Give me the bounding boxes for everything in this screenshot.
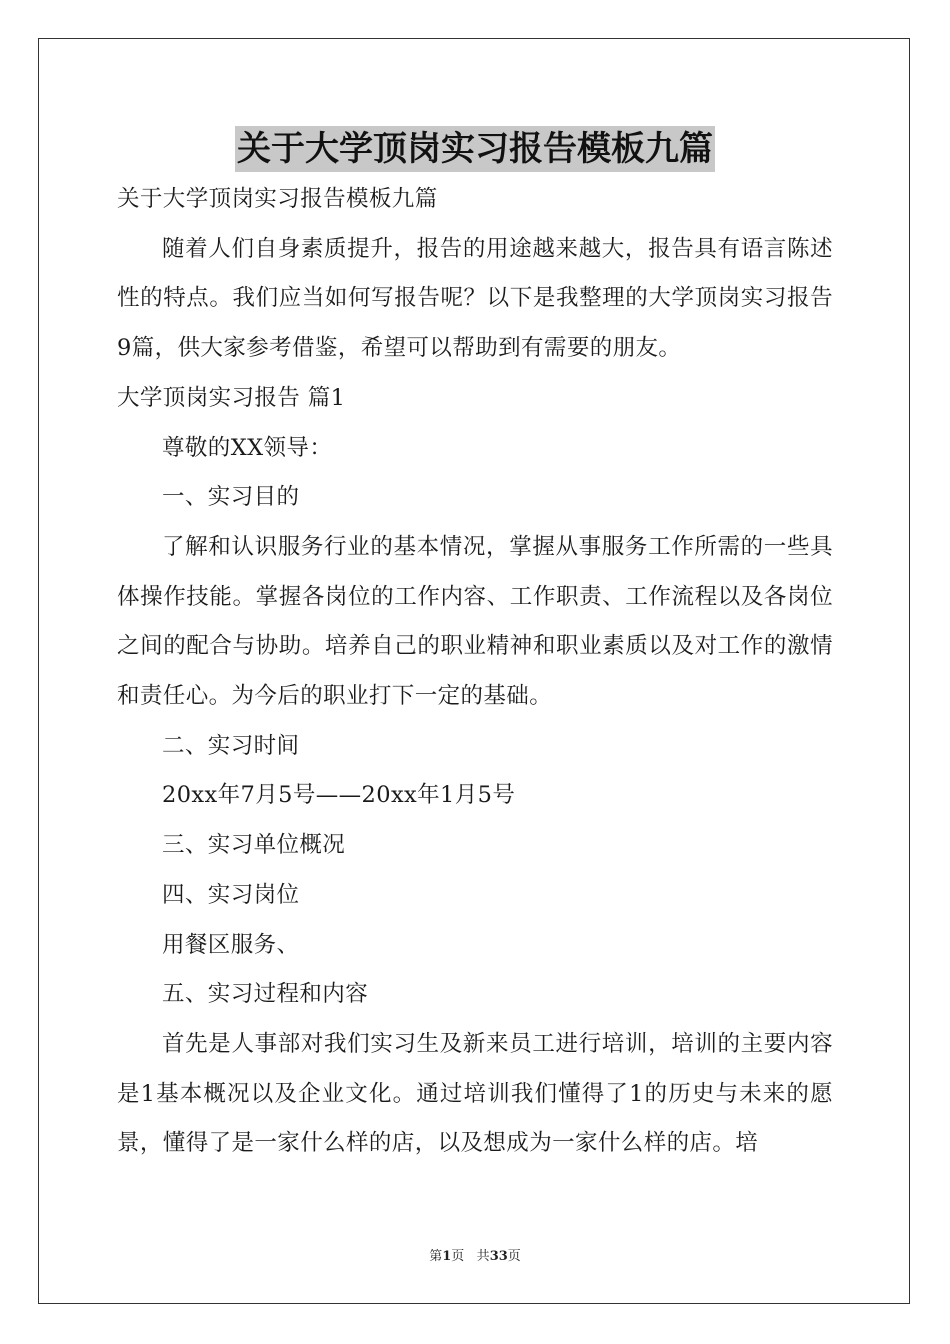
footer-total-suffix: 页 <box>507 1249 521 1264</box>
page-footer <box>0 1248 950 1266</box>
footer-page-suffix: 页 <box>451 1249 465 1264</box>
paragraph: 了解和认识服务行业的基本情况，掌握从事服务工作所需的一些具体操作技能。掌握各岗位的工作内容、工作职责、工作流程以及各岗位之间的配合与协助。培养自己的职业精神和职业素质以及对工作的激情和责任心。为今后的职业打下一定的基础。 <box>117 533 833 710</box>
footer-total-prefix: 共 <box>476 1249 490 1264</box>
footer-prefix: 第 <box>429 1249 443 1264</box>
paragraph: 一、实习目的 <box>162 484 300 511</box>
paragraph: 四、实习岗位 <box>162 881 300 908</box>
paragraph: 关于大学顶岗实习报告模板九篇 <box>117 186 438 212</box>
paragraph: 20xx年7月5号——20xx年1月5号 <box>162 782 516 809</box>
paragraph: 尊敬的XX领导： <box>162 434 333 461</box>
footer-total-pages: 33 <box>489 1249 508 1264</box>
paragraph: 五、实习过程和内容 <box>162 981 369 1008</box>
document-body <box>117 175 833 1169</box>
paragraph: 三、实习单位概况 <box>162 832 346 859</box>
paragraph: 首先是人事部对我们实习生及新来员工进行培训，培训的主要内容是1基本概况以及企业文化。通过培训我们懂得了1的历史与未来的愿景，懂得了是一家什么样的店，以及想成为一家什么样的店。培 <box>117 1030 833 1157</box>
paragraph: 用餐区服务、 <box>162 931 300 958</box>
document-title: 关于大学顶岗实习报告模板九篇 <box>235 126 715 172</box>
footer-page-number: 1 <box>442 1249 452 1264</box>
paragraph: 随着人们自身素质提升，报告的用途越来越大，报告具有语言陈述性的特点。我们应当如何写报告呢？以下是我整理的大学顶岗实习报告9篇，供大家参考借鉴，希望可以帮助到有需要的朋友。 <box>117 235 833 362</box>
paragraph: 二、实习时间 <box>162 732 300 759</box>
paragraph: 大学顶岗实习报告 篇1 <box>117 384 346 411</box>
title-container <box>0 126 950 172</box>
